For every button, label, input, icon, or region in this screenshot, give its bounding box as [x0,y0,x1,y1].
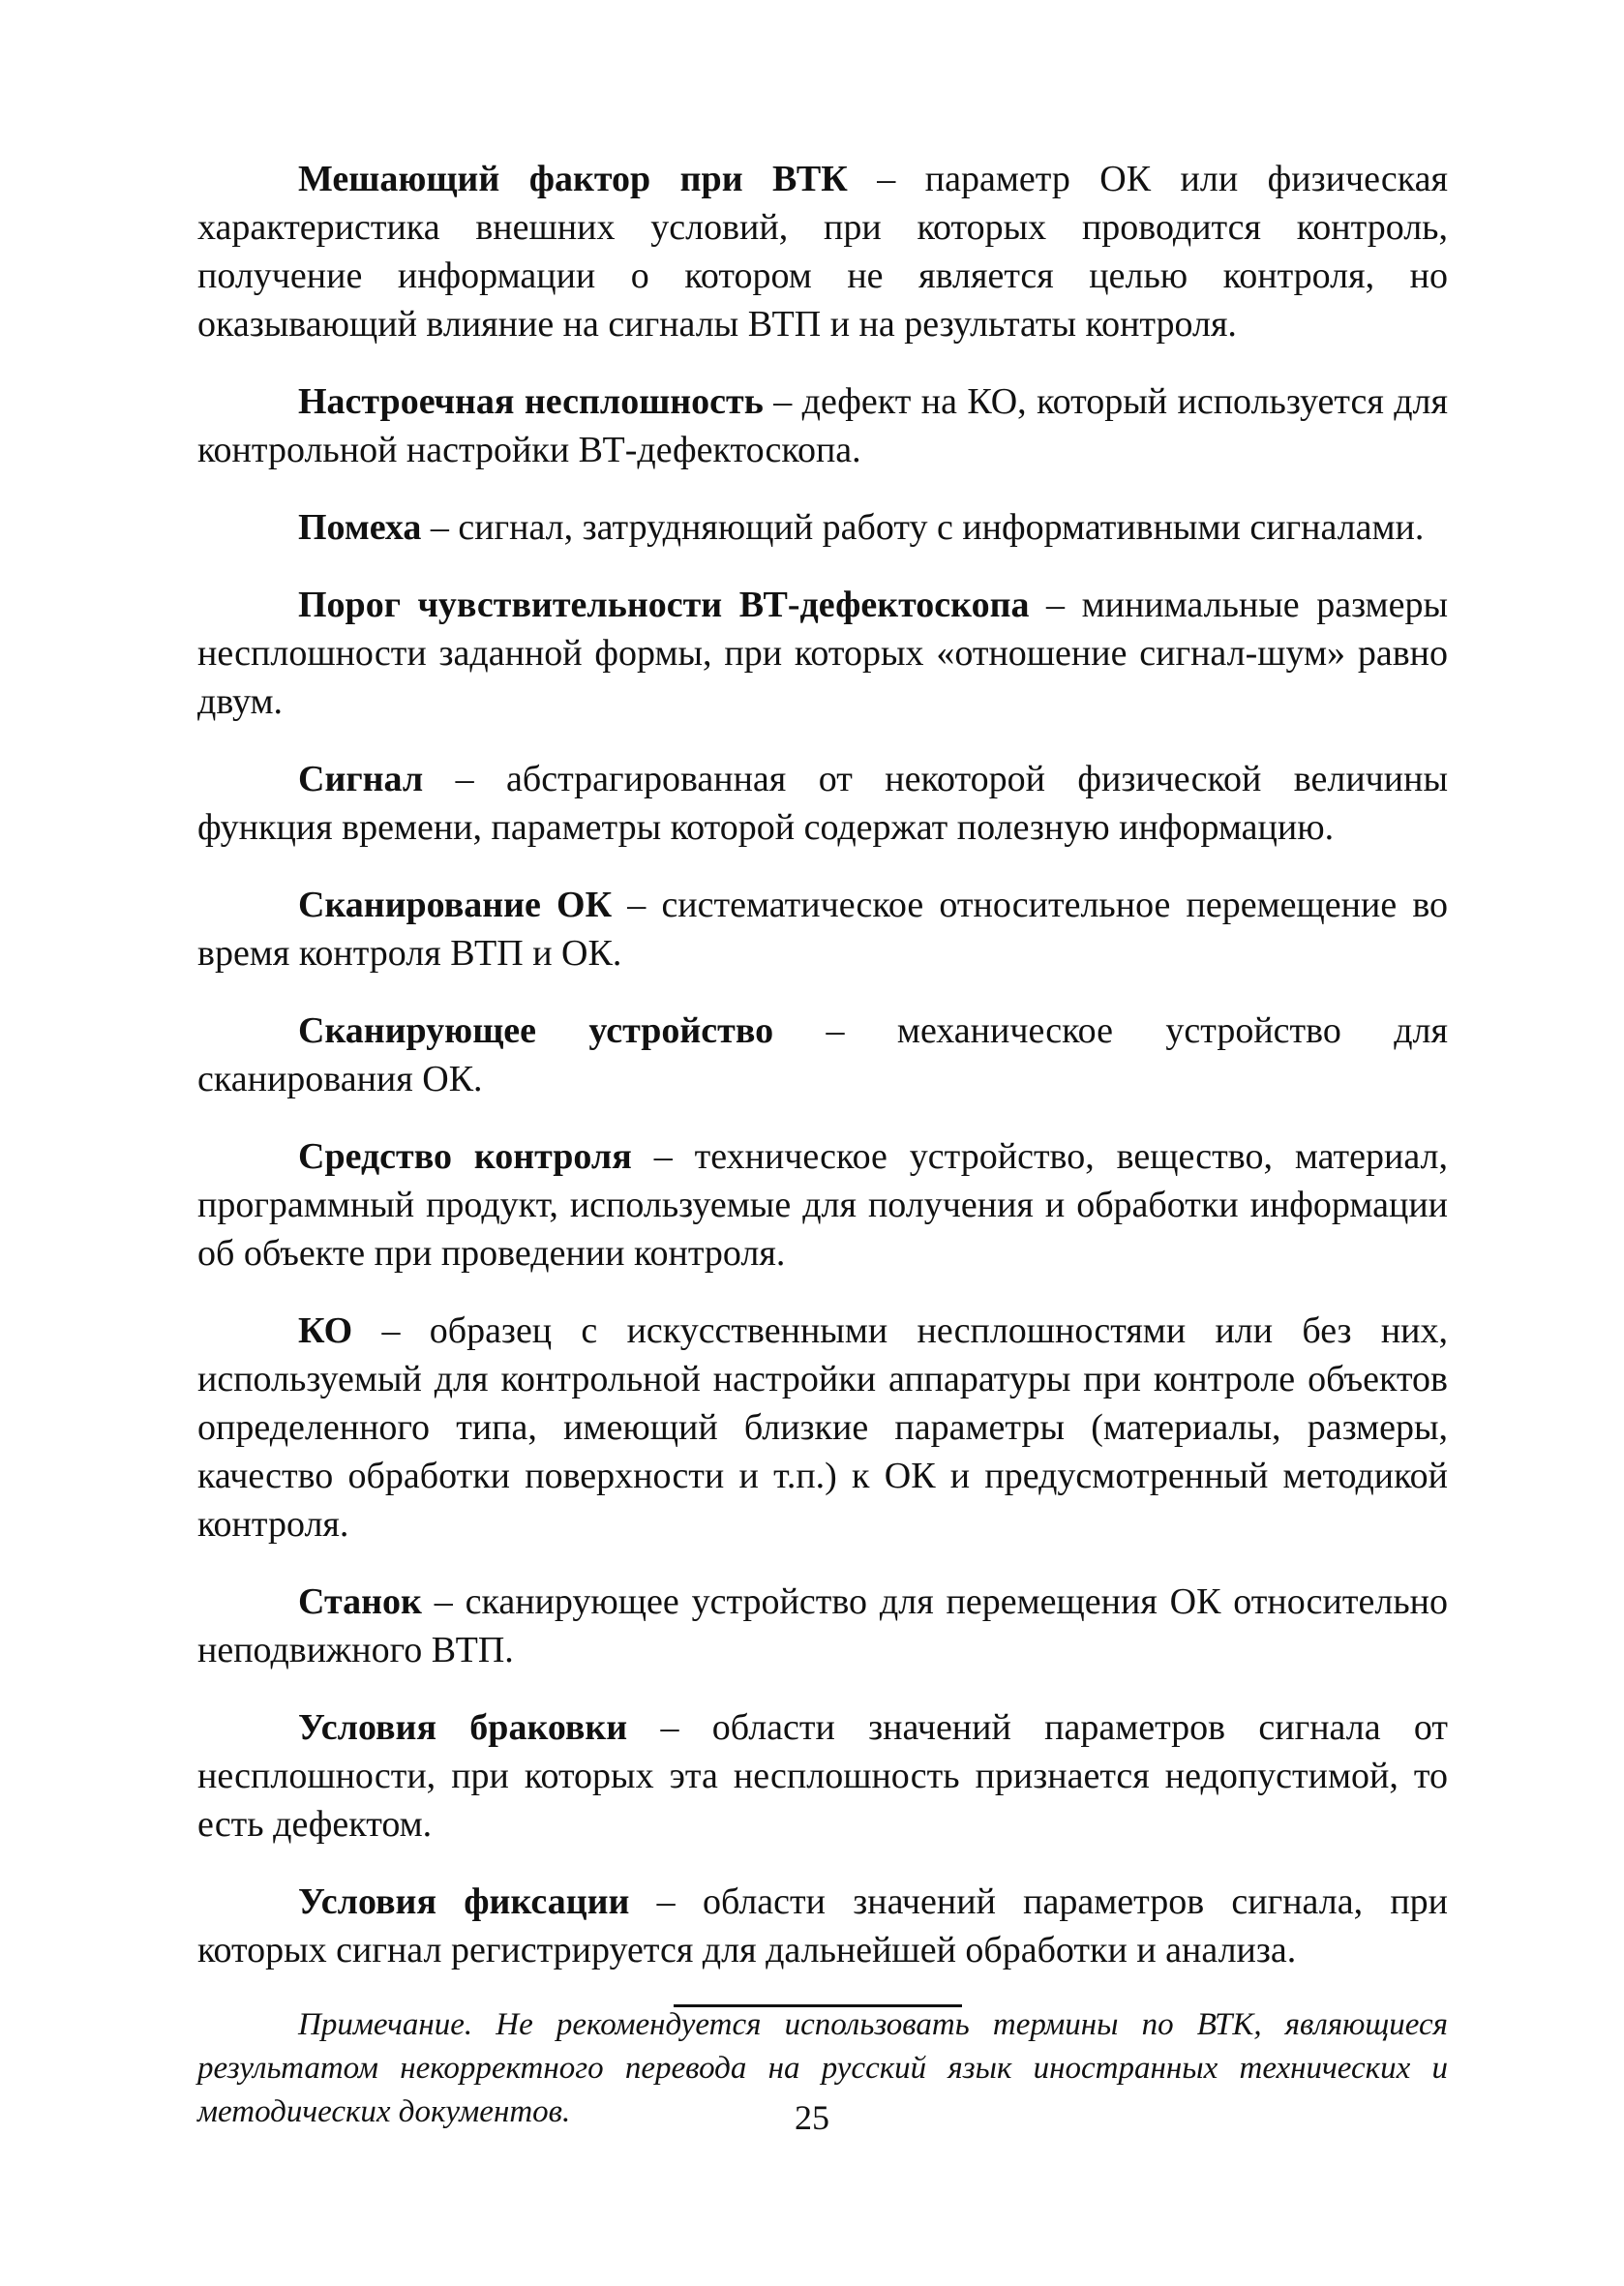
note: Примечание. Не рекомендуется использовать термины по ВТК, являющиеся результатом некорректного перевода на русский язык иностранных технических и методических документов. [197,2007,1448,2129]
term: Помеха [298,507,422,548]
definition-entry [197,377,1448,474]
definition: – сигнал, затрудняющий работу с информативными сигналами. [421,507,1425,548]
definition-entry [197,1703,1448,1849]
term: Сканирующее устройство [298,1010,774,1051]
definition-entry [197,1307,1448,1549]
definition-entry [197,503,1448,552]
term: Условия фиксации [298,1881,630,1922]
definition-entry [197,1007,1448,1103]
term: Сканирование ОК [298,885,613,925]
definition-entry [197,581,1448,726]
definition: – техническое устройство, вещество, материал, программный продукт, используемые для получения и обработки информации об объекте при проведении контроля. [197,1136,1448,1274]
definition: – области значений параметров сигнала от несплошности, при которых эта несплошность признается недопустимой, то есть дефектом. [197,1707,1448,1845]
definition-entry [197,881,1448,978]
term: Средство контроля [298,1136,632,1177]
definition-entry [197,1132,1448,1278]
term: Мешающий фактор при ВТК [298,159,848,199]
term: Настроечная несплошность [298,381,764,422]
definition: – параметр ОК или физическая характеристика внешних условий, при которых проводится контроль, получение информации о котором не является целью контроля, но оказывающий влияние на сигналы ВТП и на результаты контроля. [197,159,1448,345]
term: Сигнал [298,759,424,799]
footer-divider [674,2004,962,2007]
term: Порог чувствительности ВТ-дефектоскопа [298,585,1030,625]
definition: – сканирующее устройство для перемещения ОК относительно неподвижного ВТП. [197,1581,1448,1670]
term: Станок [298,1581,422,1622]
definition: – систематическое относительное перемещение во время контроля ВТП и ОК. [197,885,1449,974]
definition: – образец с искусственными несплошностями или без них, используемый для контрольной настройки аппаратуры при контроле объектов определенного типа, имеющий близкие параметры (материалы, размеры, качество обработки поверхности и т.п.) к ОК и предусмотренный методикой контроля. [197,1310,1448,1545]
definition-entry [197,755,1448,852]
definition: – минимальные размеры несплошности заданной формы, при которых «отношение сигнал-шум» равно двум. [197,585,1448,722]
definition: – области значений параметров сигнала, при которых сигнал регистрируется для дальнейшей обработки и анализа. [197,1881,1448,1970]
term: КО [298,1310,353,1351]
definition: – дефект на КО, который используется для контрольной настройки ВТ-дефектоскопа. [197,381,1448,470]
page-number: 25 [795,2098,829,2137]
term: Условия браковки [298,1707,628,1748]
definition-entry [197,1578,1448,1674]
definition: – абстрагированная от некоторой физической величины функция времени, параметры которой содержат полезную информацию. [197,759,1448,848]
definition-entry [197,155,1448,348]
document-body [197,155,1448,2166]
definition: – механическое устройство для сканирования ОК. [197,1010,1448,1099]
definition-entry [197,1878,1448,1974]
